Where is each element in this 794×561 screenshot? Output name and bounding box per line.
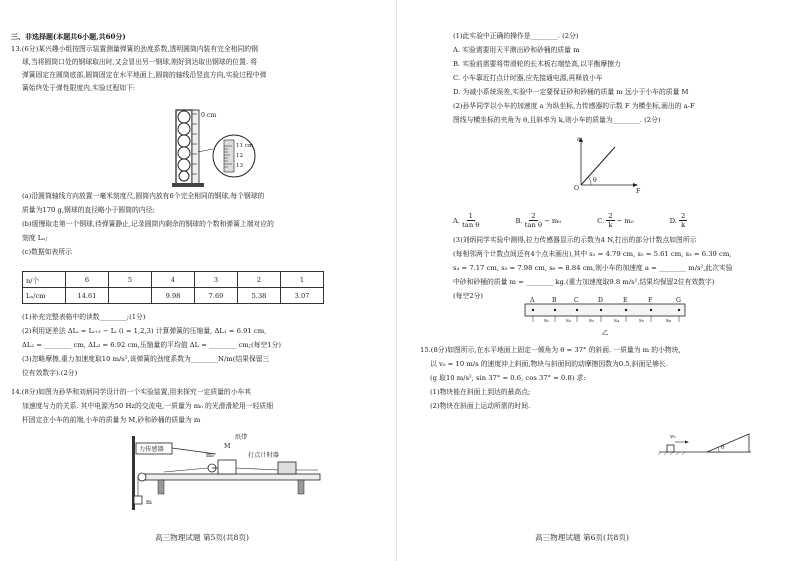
left-page bbox=[0, 0, 385, 561]
q13-step: (c)数据如表所示 bbox=[22, 248, 72, 256]
a-f-line bbox=[581, 147, 615, 185]
option-letter: B. bbox=[515, 216, 523, 225]
q13-question: (1)补充完整表格中的读数________;(1分) bbox=[22, 313, 146, 321]
q14-cont-line: 图线与横坐标的夹角为 θ,且斜率为 k,则小车的质量为________. (2分) bbox=[453, 116, 661, 124]
table-cell: 2 bbox=[238, 272, 281, 288]
timer-label: 打点计时器 bbox=[248, 452, 279, 459]
table-cell: 4 bbox=[152, 272, 195, 288]
point-label: A bbox=[530, 297, 535, 304]
q14-part3-line: 中砂和砂桶的质量 m = ________ kg.(重力加速度取9.8 m/s²,结果均保留2位有效数字) bbox=[453, 278, 715, 286]
segment-label: s₂ bbox=[566, 318, 572, 324]
segment-label: s₃ bbox=[589, 318, 595, 324]
table-cell: 5.38 bbox=[238, 288, 281, 304]
q15-question: (2)物块在斜面上运动所需的时间. bbox=[430, 402, 531, 410]
answer-options bbox=[453, 212, 687, 229]
incline-angle-label: θ bbox=[721, 445, 725, 451]
q13-question: (3)忽略摩擦,重力加速度取10 m/s²,该弹簧的劲度系数为________N/m(结果保留三 bbox=[22, 355, 270, 363]
long-board bbox=[140, 474, 320, 480]
option-denominator: tan θ bbox=[524, 221, 543, 229]
data-table bbox=[22, 271, 324, 304]
block bbox=[667, 445, 674, 452]
page-divider bbox=[396, 0, 397, 561]
q13-step: 刻度 Lₙ; bbox=[22, 234, 48, 242]
ground bbox=[172, 183, 204, 187]
section-title: 三、非选择题(本题共6小题,共60分) bbox=[11, 32, 126, 41]
q14-line: 14.(8分)如图为孙华和刘炳同学设计的一个实验装置,用来探究一定质量的小车其 bbox=[11, 388, 252, 396]
q14-cont-line: (1)此实验中正确的操作是________. (2分) bbox=[453, 32, 579, 40]
q15-line: 以 v₀ = 10 m/s 的速度冲上斜面,物块与斜面间的动摩擦因数为0.5,斜面足够长. bbox=[430, 360, 668, 368]
q14-option: D. 为减小系统误差,实验中一定要保证砂和砂桶的质量 m 远小于小车的质量 M bbox=[453, 88, 689, 96]
table-cell: 5 bbox=[109, 272, 152, 288]
pulley-label: m₀ bbox=[206, 452, 215, 459]
option-numerator: 2 bbox=[608, 212, 613, 220]
option-b[interactable] bbox=[516, 212, 562, 229]
q15-line: 15.(8分)如图所示,在水平地面上固定一倾角为 θ = 37° 的斜面. 一质量为 m 的小物块, bbox=[420, 346, 681, 354]
tape-segment-labels bbox=[538, 318, 698, 327]
tape-caption: 乙 bbox=[602, 330, 609, 337]
q13-step: (b)缓慢取走第一个钢球,待弹簧静止,记录圆筒内剩余的钢球的个数和弹簧上端对应的 bbox=[22, 220, 274, 228]
zoom-label-13: 13 bbox=[236, 163, 244, 169]
q13-step: (a)沿圆筒轴线方向放置一毫米刻度尺,圆筒内放有6个完全相同的钢球,每个钢球的 bbox=[22, 192, 265, 200]
cart bbox=[218, 460, 236, 474]
option-letter: A. bbox=[453, 216, 461, 225]
right-page bbox=[405, 0, 790, 561]
q13-question: (2)利用逐差法 ΔLᵢ = Lᵢ₊₃ − Lᵢ (i = 1,2,3) 计算弹簧的压缩量, ΔL₁ = 6.91 cm, bbox=[22, 327, 267, 335]
option-d[interactable] bbox=[670, 212, 688, 229]
q13-question: ΔL₂ = ________ cm, ΔL₃ = 6.92 cm,压缩量的平均值 ΔL = ________ cm;(每空1分) bbox=[22, 341, 282, 349]
table-cell: 3 bbox=[195, 272, 238, 288]
paper-tape-label: 纸带 bbox=[235, 434, 248, 441]
q13-line: 弹簧固定在圆筒底部,圆筒固定在水平地面上,圆筒的轴线沿竖直方向,实验过程中弹 bbox=[22, 71, 267, 79]
table-cell: 9.98 bbox=[152, 288, 195, 304]
q14-part3-line: (每空2分) bbox=[453, 292, 484, 300]
q14-option: B. 实验前需要将带滑轮的长木板右端垫高,以平衡摩擦力 bbox=[453, 60, 621, 68]
incline-wedge bbox=[707, 434, 749, 452]
option-numerator: 2 bbox=[680, 212, 686, 220]
q14-cont-line: (2)孙华同学以小车的加速度 a 为纵坐标,力传感器的示数 F 为横坐标,画出的 a-F bbox=[453, 102, 695, 110]
graph-a-label: a bbox=[577, 136, 581, 143]
a-f-graph bbox=[573, 135, 643, 191]
q13-question: 位有效数字).(2分) bbox=[22, 369, 78, 377]
option-denominator: k bbox=[681, 221, 686, 229]
option-tail: − m₀ bbox=[544, 216, 562, 225]
segment-label: s₆ bbox=[666, 318, 672, 324]
ruler bbox=[192, 110, 199, 184]
point-label: G bbox=[676, 297, 681, 304]
sand-bucket bbox=[134, 496, 142, 504]
point-label: C bbox=[574, 297, 579, 304]
footer-page-6: 高三物理试题 第6页(共8页) bbox=[535, 533, 629, 542]
timer bbox=[278, 462, 296, 474]
segment-label: s₄ bbox=[614, 318, 620, 324]
zoom-label-11: 11 cm bbox=[236, 143, 254, 149]
point-label: E bbox=[623, 297, 628, 304]
q15-line: (g 取10 m/s², sin 37° = 0.6, cos 37° = 0.8) 求: bbox=[430, 374, 586, 382]
graph-origin-label: O bbox=[574, 185, 580, 192]
v0-label: v₀ bbox=[670, 434, 676, 440]
bucket-label: m bbox=[146, 499, 152, 506]
table-cell: Lₙ/cm bbox=[23, 288, 66, 304]
point-label: D bbox=[598, 297, 603, 304]
table-cell: 7.69 bbox=[195, 288, 238, 304]
option-a[interactable] bbox=[453, 212, 480, 229]
q15-question: (1)物块能在斜面上到达的最高点; bbox=[430, 388, 531, 396]
cart-label: M bbox=[224, 443, 231, 450]
table-cell: 6 bbox=[66, 272, 109, 288]
force-sensor-label: 力传感器 bbox=[139, 446, 164, 453]
table-cell: 14.61 bbox=[66, 288, 109, 304]
q14-part3-line: (3)刘炳同学实验中测得,拉力传感器显示的示数为4 N,打出的部分计数点如图所示 bbox=[453, 236, 697, 244]
table-cell: 1 bbox=[281, 272, 324, 288]
q14-option: C. 小车靠近打点计时器,应先接通电源,再释放小车 bbox=[453, 74, 603, 82]
q13-step: 质量为170 g,钢球的直径略小于圆筒的内径; bbox=[22, 206, 155, 214]
option-c[interactable] bbox=[597, 212, 633, 229]
segment-label: s₅ bbox=[639, 318, 645, 324]
option-tail: − m₀ bbox=[616, 216, 634, 225]
q14-option: A. 实验需要用天平测出砂和砂桶的质量 m bbox=[453, 46, 580, 54]
q14-part3-line: s₄ = 7.17 cm, s₅ = 7.98 cm, s₆ = 8.84 cm,则小车的加速度 a = ________ m/s²,此次实验 bbox=[453, 264, 733, 272]
option-denominator: k bbox=[608, 221, 613, 229]
q14-line: 加速度与力的关系. 其中电源为50 Hz的交流电,一质量为 m₀ 的光滑滑轮用一轻质细 bbox=[22, 402, 273, 410]
table-header-row bbox=[23, 272, 324, 288]
table-cell bbox=[109, 288, 152, 304]
ruler-zero-label: 0 cm bbox=[201, 112, 217, 119]
table-cell: n/个 bbox=[23, 272, 66, 288]
q14-line: 杆固定在小车的前端,小车的质量为 M,砂和砂桶的质量为 m bbox=[22, 416, 201, 424]
graph-f-label: F bbox=[636, 188, 641, 195]
balls bbox=[178, 111, 190, 181]
tape-point-labels bbox=[530, 297, 690, 306]
point-label: F bbox=[648, 297, 653, 304]
q13-line: 簧始终处于弹性限度内,实验过程如下: bbox=[22, 84, 136, 92]
option-numerator: 2 bbox=[531, 212, 536, 220]
point-label: B bbox=[552, 297, 557, 304]
table-cell: 3.07 bbox=[281, 288, 324, 304]
footer-page-5: 高三物理试题 第5页(共8页) bbox=[155, 533, 249, 542]
graph-angle-label: θ bbox=[593, 177, 597, 184]
option-letter: D. bbox=[669, 216, 677, 225]
zoom-label-12: 12 bbox=[236, 153, 244, 159]
option-denominator: tan θ bbox=[462, 221, 480, 229]
option-letter: C. bbox=[597, 216, 605, 225]
q14-part3-line: (每相邻两个计数点间还有4个点未画出),其中 s₁ = 4.79 cm, s₂ = 5.61 cm, s₃ = 6.39 cm, bbox=[453, 250, 732, 258]
table-row bbox=[23, 288, 324, 304]
option-numerator: 1 bbox=[468, 212, 473, 220]
q13-line: 13.(6分)某兴趣小组按图示装置测量弹簧的劲度系数,透明圆筒内装有完全相同的钢 bbox=[11, 45, 258, 53]
q13-line: 球,当将圆筒口处的钢球取出时,又会冒出另一钢球,刚好到达取出钢球的位置. 将 bbox=[22, 58, 258, 66]
segment-label: s₁ bbox=[544, 318, 550, 324]
